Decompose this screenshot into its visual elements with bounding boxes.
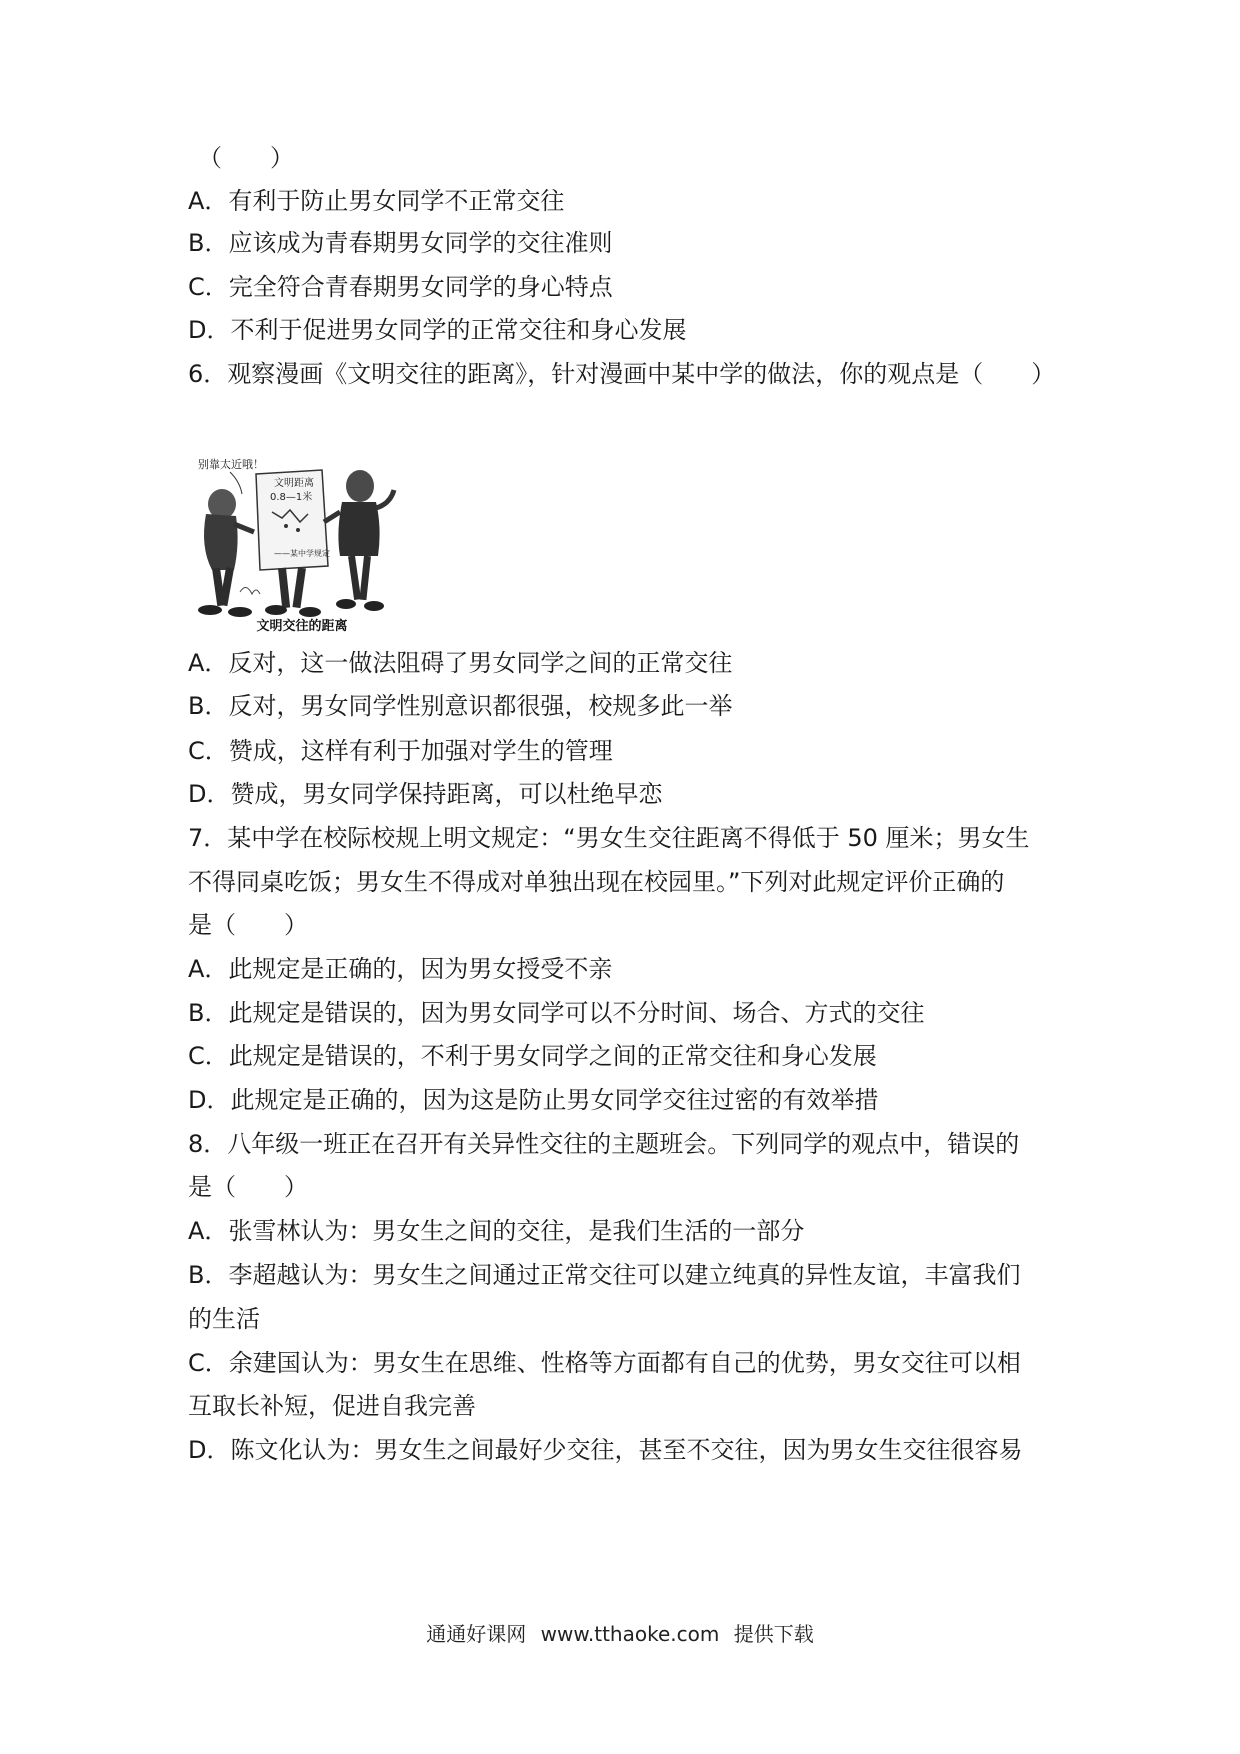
q7-option-b: B．此规定是错误的，因为男女同学可以不分时间、场合、方式的交往 (188, 999, 925, 1027)
q6-option-b: B．反对，男女同学性别意识都很强，校规多此一举 (188, 692, 733, 720)
footer-site-name: 通通好课网 (426, 1622, 527, 1646)
footer-note: 提供下载 (733, 1622, 814, 1646)
q8-option-c: C．余建国认为：男女生在思维、性格等方面都有自己的优势，男女交往可以相 (188, 1349, 1021, 1377)
q6-option-d: D．赞成，男女同学保持距离，可以杜绝早恋 (188, 780, 663, 808)
q6-stem: 6．观察漫画《文明交往的距离》，针对漫画中某中学的做法，你的观点是（ ） (188, 360, 1056, 388)
q5-option-c: C．完全符合青春期男女同学的身心特点 (188, 273, 613, 301)
cartoon-speech: 别靠太近哦！ (198, 458, 264, 471)
q8-option-a: A．张雪林认为：男女生之间的交往，是我们生活的一部分 (188, 1217, 805, 1245)
cartoon-image (190, 452, 414, 637)
sign-line-2: 0.8—1米 (270, 492, 313, 503)
q8-stem-line-1: 8．八年级一班正在召开有关异性交往的主题班会。下列同学的观点中，错误的 (188, 1130, 1020, 1158)
sign-line-1: 文明距离 (274, 478, 314, 489)
q7-option-d: D．此规定是正确的，因为这是防止男女同学交往过密的有效举措 (188, 1086, 879, 1114)
q7-stem-line-1: 7．某中学在校际校规上明文规定：“男女生交往距离不得低于 50 厘米；男女生 (188, 824, 1030, 852)
q5-option-d: D．不利于促进男女同学的正常交往和身心发展 (188, 316, 687, 344)
q5-answer-blank: （ ） (198, 144, 294, 172)
q8-option-b: B．李超越认为：男女生之间通过正常交往可以建立纯真的异性友谊，丰富我们 (188, 1261, 1021, 1289)
q7-option-a: A．此规定是正确的，因为男女授受不亲 (188, 955, 613, 983)
q6-option-c: C．赞成，这样有利于加强对学生的管理 (188, 737, 613, 765)
q7-stem-line-2: 不得同桌吃饭；男女生不得成对单独出现在校园里。”下列对此规定评价正确的 (188, 868, 1005, 896)
q8-option-c-cont: 互取长补短，促进自我完善 (188, 1392, 476, 1420)
page-footer (0, 1620, 1240, 1648)
q8-stem-line-2: 是（ ） (188, 1173, 308, 1201)
q8-option-b-cont: 的生活 (188, 1305, 260, 1333)
cartoon-caption: 文明交往的距离 (256, 619, 348, 634)
q7-stem-line-3: 是（ ） (188, 911, 308, 939)
q5-option-b: B．应该成为青春期男女同学的交往准则 (188, 229, 613, 257)
q8-option-d: D．陈文化认为：男女生之间最好少交往，甚至不交往，因为男女生交往很容易 (188, 1436, 1023, 1464)
q5-option-a: A．有利于防止男女同学不正常交往 (188, 187, 565, 215)
q6-option-a: A．反对，这一做法阻碍了男女同学之间的正常交往 (188, 649, 733, 677)
q7-option-c: C．此规定是错误的，不利于男女同学之间的正常交往和身心发展 (188, 1042, 877, 1070)
sign-line-3: ——某中学规定 (274, 549, 330, 558)
sign-board (256, 470, 330, 570)
footer-url-link[interactable]: www.tthaoke.com (540, 1622, 720, 1646)
